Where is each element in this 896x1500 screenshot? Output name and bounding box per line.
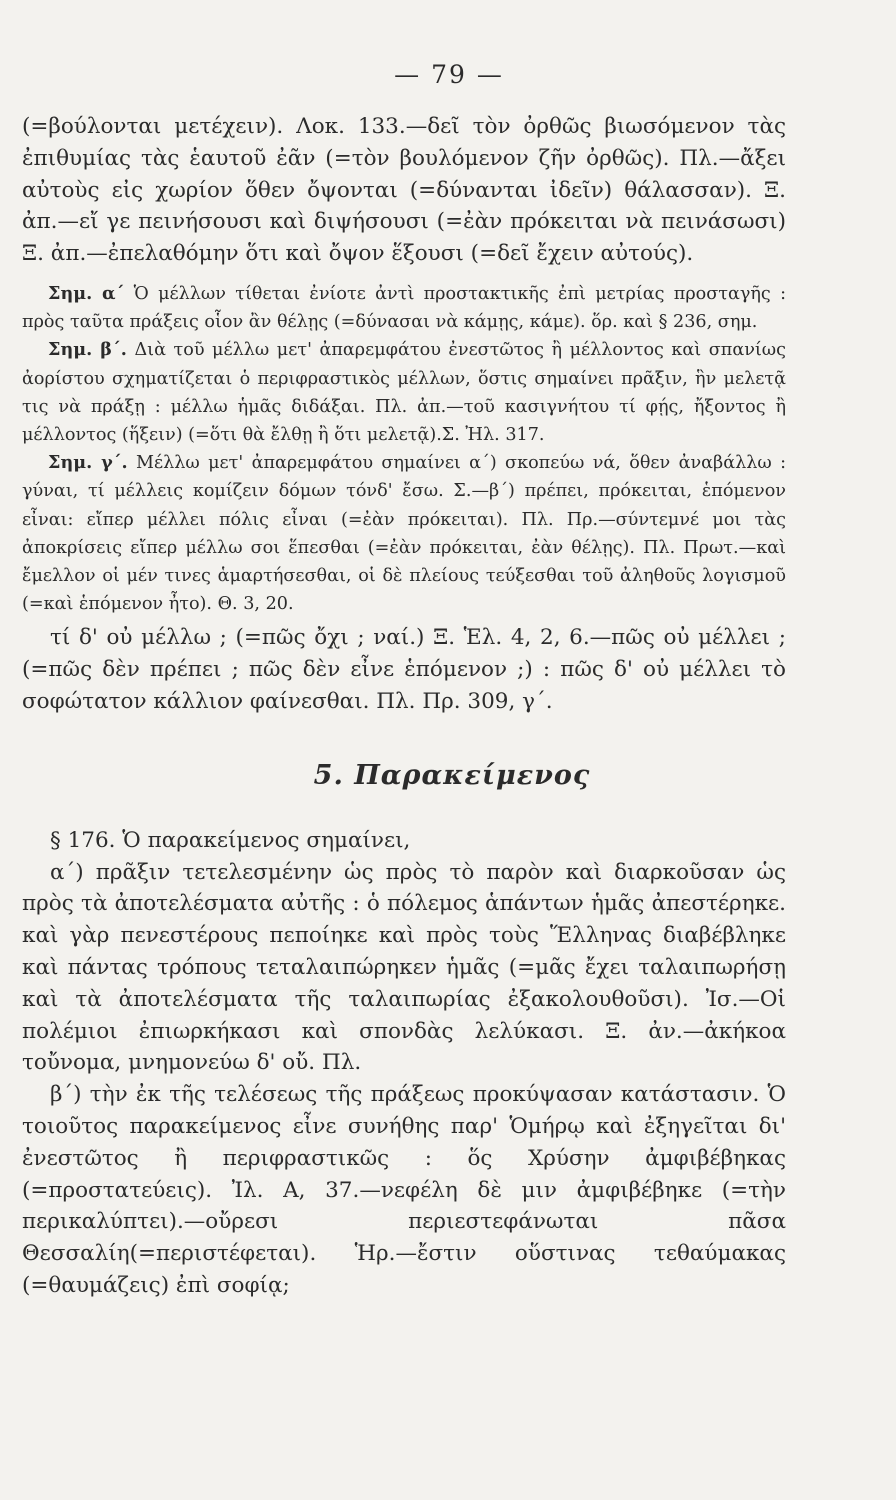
note-beta: [22, 336, 786, 449]
note-beta-label: Σημ. β΄.: [48, 339, 127, 361]
paragraph-beta: β΄) τὴν ἐκ τῆς τελέσεως τῆς πράξεως προκύψασαν κατάστασιν. Ὁ τοιοῦτος παρακείμενος εἶνε συνήθης παρ' Ὁμήρῳ καὶ ἐξηγεῖται δι' ἐνεστῶτος ἢ περιφραστικῶς : ὅς Χρύσην ἀμφιβέβηκας (=προστατεύεις). Ἰλ. Α, 37.—νεφέλη δὲ μιν ἀμφιβέβηκε (=τὴν περικαλύπτει).—οὔρεσι περιεστεφάνωται πᾶσα Θεσσαλίη(=περιστέφεται). Ἡρ.—ἔστιν οὕστινας τεθαύμακας (=θαυμάζεις) ἐπὶ σοφίᾳ;: [22, 1082, 786, 1298]
paragraph-section-176: § 176. Ὁ παρακείμενος σημαίνει,: [50, 827, 411, 853]
note-alpha: [22, 280, 786, 336]
paragraph-1: (=βούλονται μετέχειν). Λοκ. 133.—δεῖ τὸν ὀρθῶς βιωσόμενον τὰς ἐπιθυμίας τὰς ἑαυτοῦ ἐᾶν (=τὸν βουλόμενον ζῆν ὀρθῶς). Πλ.—ἄξει αὐτοὺς εἰς χωρίον ὅθεν ὄψονται (=δύνανται ἰδεῖν) θάλασσαν). Ξ. ἀπ.—εἴ γε πεινήσουσι καὶ διψήσουσι (=ἐὰν πρόκειται νὰ πεινάσωσι) Ξ. ἀπ.—ἐπελαθόμην ὅτι καὶ ὄψον ἕξουσι (=δεῖ ἔχειν αὐτούς).: [22, 114, 786, 267]
note-alpha-text: Ὁ μέλλων τίθεται ἐνίοτε ἀντὶ προστακτικῆς ἐπὶ μετρίας προσταγῆς : πρὸς ταῦτα πράξεις οἷον ἂν θέλῃς (=δύνασαι νὰ κάμῃς, κάμε). ὅρ. καὶ § 236, σημ.: [22, 283, 786, 333]
note-gamma-text: Μέλλω μετ' ἀπαρεμφάτου σημαίνει α΄) σκοπεύω νά, ὅθεν ἀναβάλλω : γύναι, τί μέλλεις κομίζειν δόμων τόνδ' ἔσω. Σ.—β΄) πρέπει, πρόκειται, ἑπόμενον εἶναι: εἴπερ μέλλει πόλις εἶναι (=ἐὰν πρόκειται). Πλ. Πρ.—σύντεμνέ μοι τὰς ἀποκρίσεις εἴπερ μέλλω σοι ἕπεσθαι (=ἐὰν πρόκειται, ἐὰν θέλῃς). Πλ. Πρωτ.—καὶ ἔμελλον οἱ μέν τινες ἁμαρτήσεσθαι, οἱ δὲ πλείους τεύξεσθαι τοῦ ἀληθοῦς λογισμοῦ (=καὶ ἑπόμενον ἦτο). Θ. 3, 20.: [22, 453, 786, 615]
paragraph-mello: τί δ' οὐ μέλλω ; (=πῶς ὄχι ; ναί.) Ξ. Ἑλ. 4, 2, 6.—πῶς οὐ μέλλει ; (=πῶς δὲν πρέπει ; πῶς δὲν εἶνε ἑπόμενον ;) : πῶς δ' οὐ μέλλει τὸ σοφώτατον κάλλιον φαίνεσθαι. Πλ. Πρ. 309, γ΄.: [22, 625, 786, 715]
section-heading: 5. Παρακείμενος: [313, 759, 591, 791]
note-gamma-label: Σημ. γ΄.: [48, 452, 128, 474]
paragraph-alpha: α΄) πρᾶξιν τετελεσμένην ὡς πρὸς τὸ παρὸν καὶ διαρκοῦσαν ὡς πρὸς τὰ ἀποτελέσματα αὐτῆς : ὁ πόλεμος ἁπάντων ἡμᾶς ἀπεστέρηκε. καὶ γὰρ πενεστέρους πεποίηκε καὶ πρὸς τοὺς Ἕλληνας διαβέβληκε καὶ πάντας τρόπους τεταλαιπώρηκεν ἡμᾶς (=μᾶς ἔχει ταλαιπωρήσῃ καὶ τὰ ἀποτελέσματα τῆς ταλαιπωρίας ἐξακολουθοῦσι). Ἰσ.—Οἱ πολέμιοι ἐπιωρκήκασι καὶ σπονδὰς λελύκασι. Ξ. ἀν.—ἀκήκοα τοὔνομα, μνημονεύω δ' οὔ. Πλ.: [22, 859, 786, 1076]
note-gamma: [22, 449, 786, 618]
note-alpha-label: Σημ. α΄: [48, 282, 125, 304]
note-beta-text: Διὰ τοῦ μέλλω μετ' ἀπαρεμφάτου ἐνεστῶτος ἢ μέλλοντος καὶ σπανίως ἀορίστου σχηματίζεται ὁ περιφραστικὸς μέλλων, ὅστις σημαίνει πρᾶξιν, ἣν μελετᾷ τις νὰ πράξῃ : μέλλω ἡμᾶς διδάξαι. Πλ. ἀπ.—τοῦ κασιγνήτου τί φῄς, ἤξοντος ἢ μέλλοντος (ἥξειν) (=ὅτι θὰ ἔλθῃ ἢ ὅτι μελετᾷ).Σ. Ἠλ. 317.: [22, 340, 786, 445]
page-number: — 79 —: [394, 60, 504, 89]
